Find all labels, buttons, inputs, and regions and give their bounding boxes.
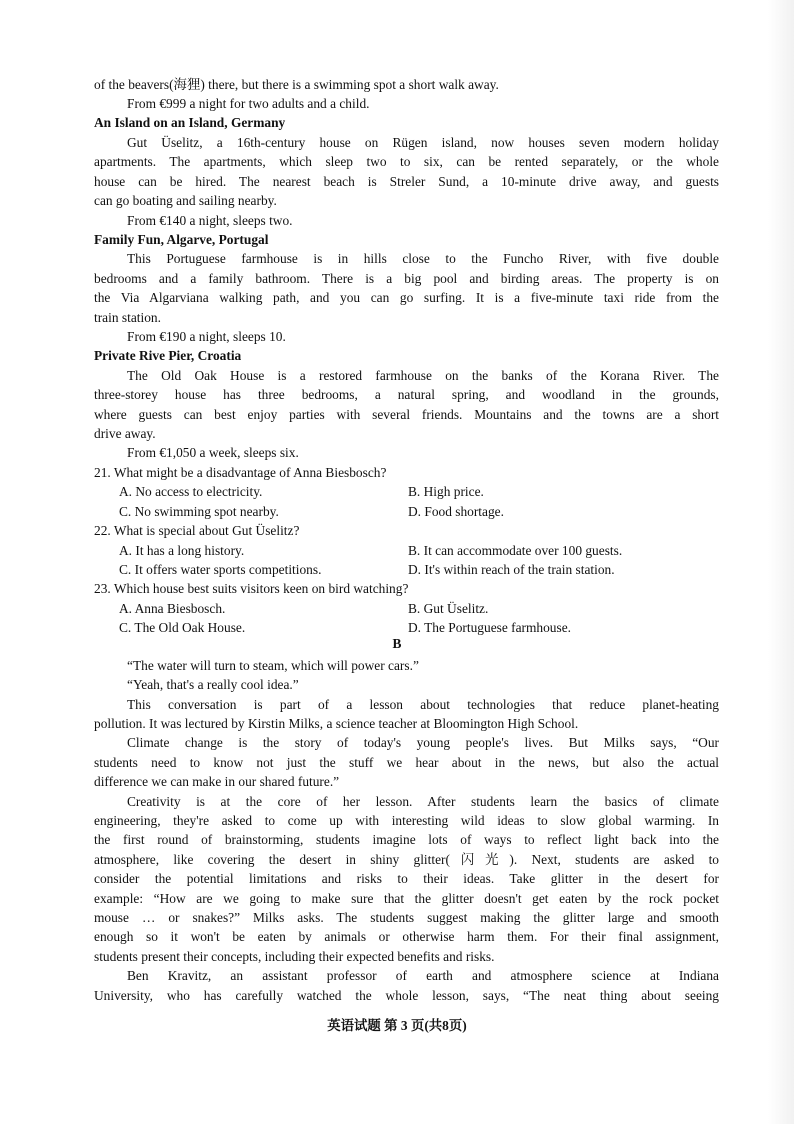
option-23d: D. The Portuguese farmhouse. <box>408 620 572 635</box>
text-line: difference we can make in our shared future.” <box>94 774 340 789</box>
text-line: example: “How are we going to make sure that the glitter doesn't get eaten by the rock pocket <box>94 891 719 906</box>
dialogue-line: “The water will turn to steam, which will power cars.” <box>127 658 419 673</box>
text-line: Gut Üselitz, a 16th-century house on Rügen island, now houses seven modern holiday <box>127 135 719 150</box>
option-21b: B. High price. <box>408 484 484 499</box>
option-22d: D. It's within reach of the train station. <box>408 562 615 577</box>
text-line: where guests can best enjoy parties with several friends. Mountains and the towns are a short <box>94 407 719 422</box>
text-line: engineering, they're asked to come up with interesting wild ideas to slow global warming. In <box>94 813 719 828</box>
text-line: This Portuguese farmhouse is in hills close to the Funcho River, with five double <box>127 251 719 266</box>
option-22a: A. It has a long history. <box>119 543 245 558</box>
option-21d: D. Food shortage. <box>408 504 504 519</box>
option-22b: B. It can accommodate over 100 guests. <box>408 543 623 558</box>
text-line: apartments. The apartments, which sleep two to six, can be rented separately, or the whole <box>94 154 719 169</box>
option-23b: B. Gut Üselitz. <box>408 601 489 616</box>
text-line: bedrooms and a family bathroom. There is a big pool and birding areas. The property is on <box>94 271 719 286</box>
text-line: pollution. It was lectured by Kirstin Milks, a science teacher at Bloomington High School. <box>94 716 579 731</box>
page-footer: 英语试题 第 3 页(共8页) <box>327 1018 467 1033</box>
text-line: of the beavers(海狸) there, but there is a swimming spot a short walk away. <box>94 77 499 92</box>
text-line: the Via Algarviana walking path, and you can go surfing. It is a five-minute taxi ride from the <box>94 290 719 305</box>
price-line: From €1,050 a week, sleeps six. <box>127 445 299 460</box>
dialogue-line: “Yeah, that's a really cool idea.” <box>127 677 299 692</box>
price-line: From €999 a night for two adults and a child. <box>127 96 370 111</box>
option-23a: A. Anna Biesbosch. <box>119 601 226 616</box>
text-line: students need to know not just the stuff we hear about in the news, but also the actual <box>94 755 719 770</box>
text-line: Creativity is at the core of her lesson. After students learn the basics of climate <box>127 794 719 809</box>
text-line: mouse … or snakes?” Milks asks. The students suggest making the glitter large and smooth <box>94 910 719 925</box>
question-21: 21. What might be a disadvantage of Anna Biesbosch? <box>94 465 387 480</box>
text-line: can go boating and sailing nearby. <box>94 193 277 208</box>
text-line: Ben Kravitz, an assistant professor of earth and atmosphere science at Indiana <box>127 968 719 983</box>
question-23: 23. Which house best suits visitors keen on bird watching? <box>94 581 409 596</box>
text-line: drive away. <box>94 426 156 441</box>
price-line: From €190 a night, sleeps 10. <box>127 329 286 344</box>
scan-edge-shadow <box>768 0 794 1124</box>
question-22: 22. What is special about Gut Üselitz? <box>94 523 300 538</box>
option-22c: C. It offers water sports competitions. <box>119 562 322 577</box>
text-line: consider the potential limitations and risks to their ideas. Take glitter in the desert for <box>94 871 719 886</box>
text-line: the first round of brainstorming, students imagine lots of ways to reflect light back into the <box>94 832 719 847</box>
option-21c: C. No swimming spot nearby. <box>119 504 279 519</box>
text-line: University, who has carefully watched the whole lesson, says, “The neat thing about seeing <box>94 988 719 1003</box>
text-line: train station. <box>94 310 161 325</box>
text-line: three-storey house has three bedrooms, a natural spring, and woodland in the grounds, <box>94 387 719 402</box>
section-heading: Family Fun, Algarve, Portugal <box>94 232 269 247</box>
text-line: house can be hired. The nearest beach is Streler Sund, a 10-minute drive away, and guests <box>94 174 719 189</box>
text-line: students present their concepts, including their expected benefits and risks. <box>94 949 495 964</box>
section-heading: An Island on an Island, Germany <box>94 115 286 130</box>
text-line: atmosphere, like covering the desert in shiny glitter(闪光). Next, students are asked to <box>94 852 719 867</box>
section-heading: Private Rive Pier, Croatia <box>94 348 242 363</box>
text-line: This conversation is part of a lesson about technologies that reduce planet-heating <box>127 697 719 712</box>
option-21a: A. No access to electricity. <box>119 484 263 499</box>
text-line: Climate change is the story of today's young people's lives. But Milks says, “Our <box>127 735 719 750</box>
price-line: From €140 a night, sleeps two. <box>127 213 293 228</box>
section-b-label: B <box>392 636 402 651</box>
option-23c: C. The Old Oak House. <box>119 620 246 635</box>
text-line: The Old Oak House is a restored farmhouse on the banks of the Korana River. The <box>127 368 719 383</box>
text-line: enough so it won't be eaten by animals or otherwise harm them. For their final assignment, <box>94 929 719 944</box>
